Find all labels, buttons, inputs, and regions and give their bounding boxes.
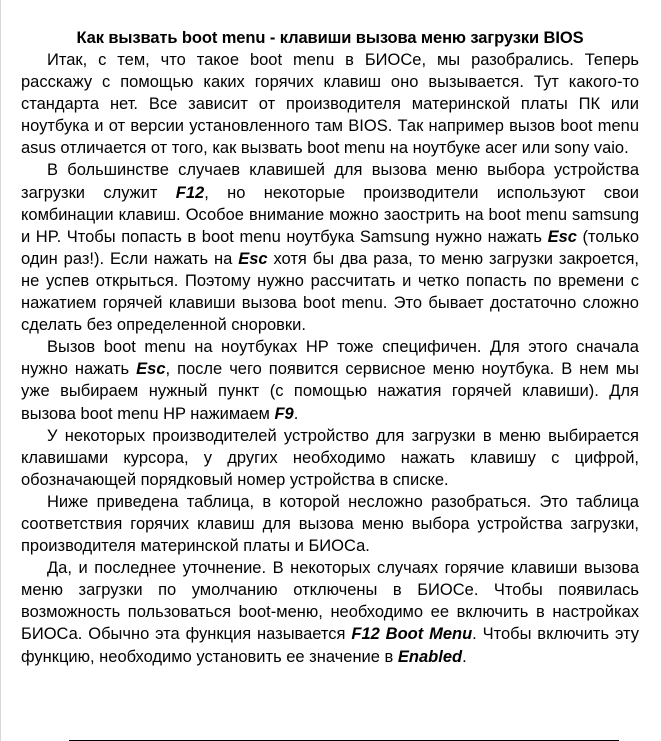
paragraph-text: (только один раз!). Если нажать на (21, 227, 639, 268)
key-highlight: F12 Boot Menu (351, 625, 473, 644)
paragraph (21, 557, 639, 667)
paragraph-text: Да, и последнее уточнение. В некоторых случаях горячие клавиши вызова меню загрузки по умолчанию отключены в БИОСе. Чтобы появилась возможность пользоваться boot-меню, необходимо ее включить в настройках БИОСа. Обычно эта функция называется (21, 559, 639, 644)
key-highlight: Esc (136, 360, 166, 379)
paragraph-text: Итак, с тем, что такое boot menu в БИОСе, мы разобрались. Теперь расскажу с помощью каких горячих клавиш оно вызывается. Тут какого-то стандарта нет. Все зависит от производителя материнской платы ПК или ноутбука и от версии установленного там BIOS. Так например вызов boot menu asus отличается от того, как вызвать boot menu на ноутбуке acer или sony vaio. (21, 51, 639, 158)
paragraph-text: В большинстве случаев клавишей для вызова меню выбора устройства загрузки служит (21, 161, 639, 202)
paragraph-text: . (462, 647, 467, 666)
paragraph-text: . (293, 404, 299, 423)
key-highlight: Enabled (397, 647, 463, 666)
paragraph (21, 159, 639, 336)
paragraph (21, 336, 639, 424)
paragraph-text: хотя бы два раза, то меню загрузки закроется, не успев открыться. Поэтому нужно рассчитать и четко попасть по времени с нажатием горячей клавиши вызова boot menu. Это бывает достаточно сложно сделать без определенной сноровки. (21, 249, 640, 335)
key-highlight: F9 (274, 404, 294, 423)
paragraph-text: , после чего появится сервисное меню ноутбука. В нем мы уже выбираем нужный пункт (с помощью нажатия горячей клавиши). Для вызова boot menu HP нажимаем (21, 360, 640, 423)
paragraph-text: , но некоторые производители используют свои комбинации клавиш. Особое внимание можно заострить на boot menu samsung и HP. Чтобы попасть в boot menu ноутбука Samsung нужно нажать (21, 183, 640, 246)
paragraph (21, 425, 639, 491)
key-highlight: Esc (547, 227, 577, 246)
paragraph-text: Ниже приведена таблица, в которой несложно разобраться. Это таблица соответствия горячих клавиш для вызова меню выбора устройства загрузки, производителя материнской платы и БИОСа. (21, 492, 639, 556)
paragraph-text: У некоторых производителей устройство для загрузки в меню выбирается клавишами курсора, у других необходимо нажать клавишу с цифрой, обозначающей порядковый номер устройства в списке. (21, 426, 639, 489)
paragraph (21, 491, 639, 557)
article-title: Как вызвать boot menu - клавиши вызова меню загрузки BIOS (76, 29, 584, 47)
article-body (21, 49, 639, 668)
key-highlight: Esc (238, 249, 268, 268)
paragraph-text: . Чтобы включить эту функцию, необходимо установить ее значение в (21, 625, 639, 666)
paragraph-text: Вызов boot menu на ноутбуках HP тоже специфичен. Для этого сначала нужно нажать (21, 338, 639, 379)
paragraph (21, 49, 639, 159)
key-highlight: F12 (175, 183, 205, 202)
